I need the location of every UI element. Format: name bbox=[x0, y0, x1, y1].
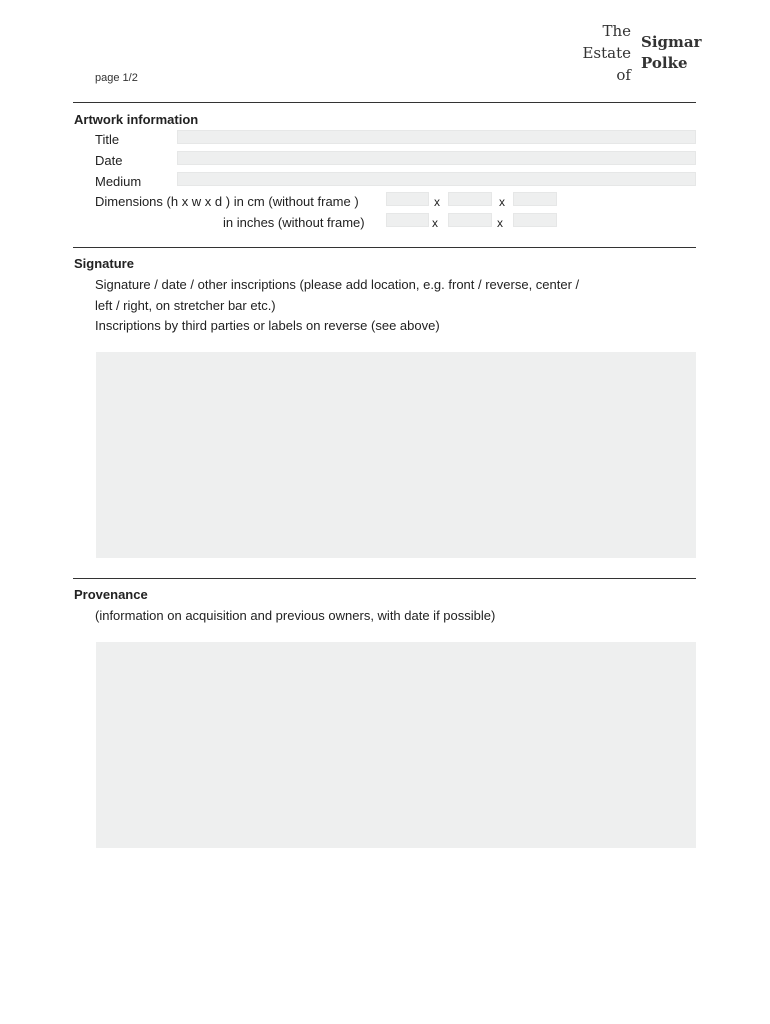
signature-textarea[interactable] bbox=[96, 352, 696, 558]
logo-word-of: of bbox=[616, 66, 631, 84]
estate-logo-prefix bbox=[582, 20, 631, 86]
medium-label: Medium bbox=[95, 174, 142, 189]
height-cm-input[interactable] bbox=[386, 192, 429, 206]
width-cm-input[interactable] bbox=[448, 192, 492, 206]
width-in-input[interactable] bbox=[448, 213, 492, 227]
dimension-separator: x bbox=[499, 195, 505, 209]
dimensions-cm-label: Dimensions (h x w x d ) in cm (without frame ) bbox=[95, 194, 359, 209]
logo-word-polke: Polke bbox=[641, 54, 688, 72]
depth-in-input[interactable] bbox=[513, 213, 557, 227]
title-label: Title bbox=[95, 132, 120, 147]
height-in-input[interactable] bbox=[386, 213, 429, 227]
artwork-section-title: Artwork information bbox=[74, 112, 199, 127]
provenance-instruction: (information on acquisition and previous owners, with date if possible) bbox=[95, 608, 496, 623]
divider-signature bbox=[73, 247, 696, 248]
dimension-separator: x bbox=[434, 195, 440, 209]
logo-word-sigmar: Sigmar bbox=[641, 33, 702, 51]
page-number: page 1/2 bbox=[95, 72, 138, 84]
signature-instruction: Signature / date / other inscriptions (please add location, e.g. front / reverse, center / bbox=[95, 277, 580, 292]
depth-cm-input[interactable] bbox=[513, 192, 557, 206]
dimension-separator: x bbox=[432, 216, 438, 230]
estate-logo-name bbox=[641, 32, 702, 74]
signature-instruction: Inscriptions by third parties or labels on reverse (see above) bbox=[95, 318, 440, 333]
date-input[interactable] bbox=[177, 151, 696, 165]
signature-section-title: Signature bbox=[74, 256, 134, 271]
dimensions-inches-label: in inches (without frame) bbox=[223, 215, 365, 230]
dimension-separator: x bbox=[497, 216, 503, 230]
divider-provenance bbox=[73, 578, 696, 579]
date-label: Date bbox=[95, 153, 123, 168]
provenance-section-title: Provenance bbox=[74, 587, 148, 602]
divider-top bbox=[73, 102, 696, 103]
logo-word-the: The bbox=[602, 22, 631, 40]
logo-word-estate: Estate bbox=[582, 44, 631, 62]
provenance-textarea[interactable] bbox=[96, 642, 696, 848]
medium-input[interactable] bbox=[177, 172, 696, 186]
title-input[interactable] bbox=[177, 130, 696, 144]
signature-instruction: left / right, on stretcher bar etc.) bbox=[95, 298, 276, 313]
